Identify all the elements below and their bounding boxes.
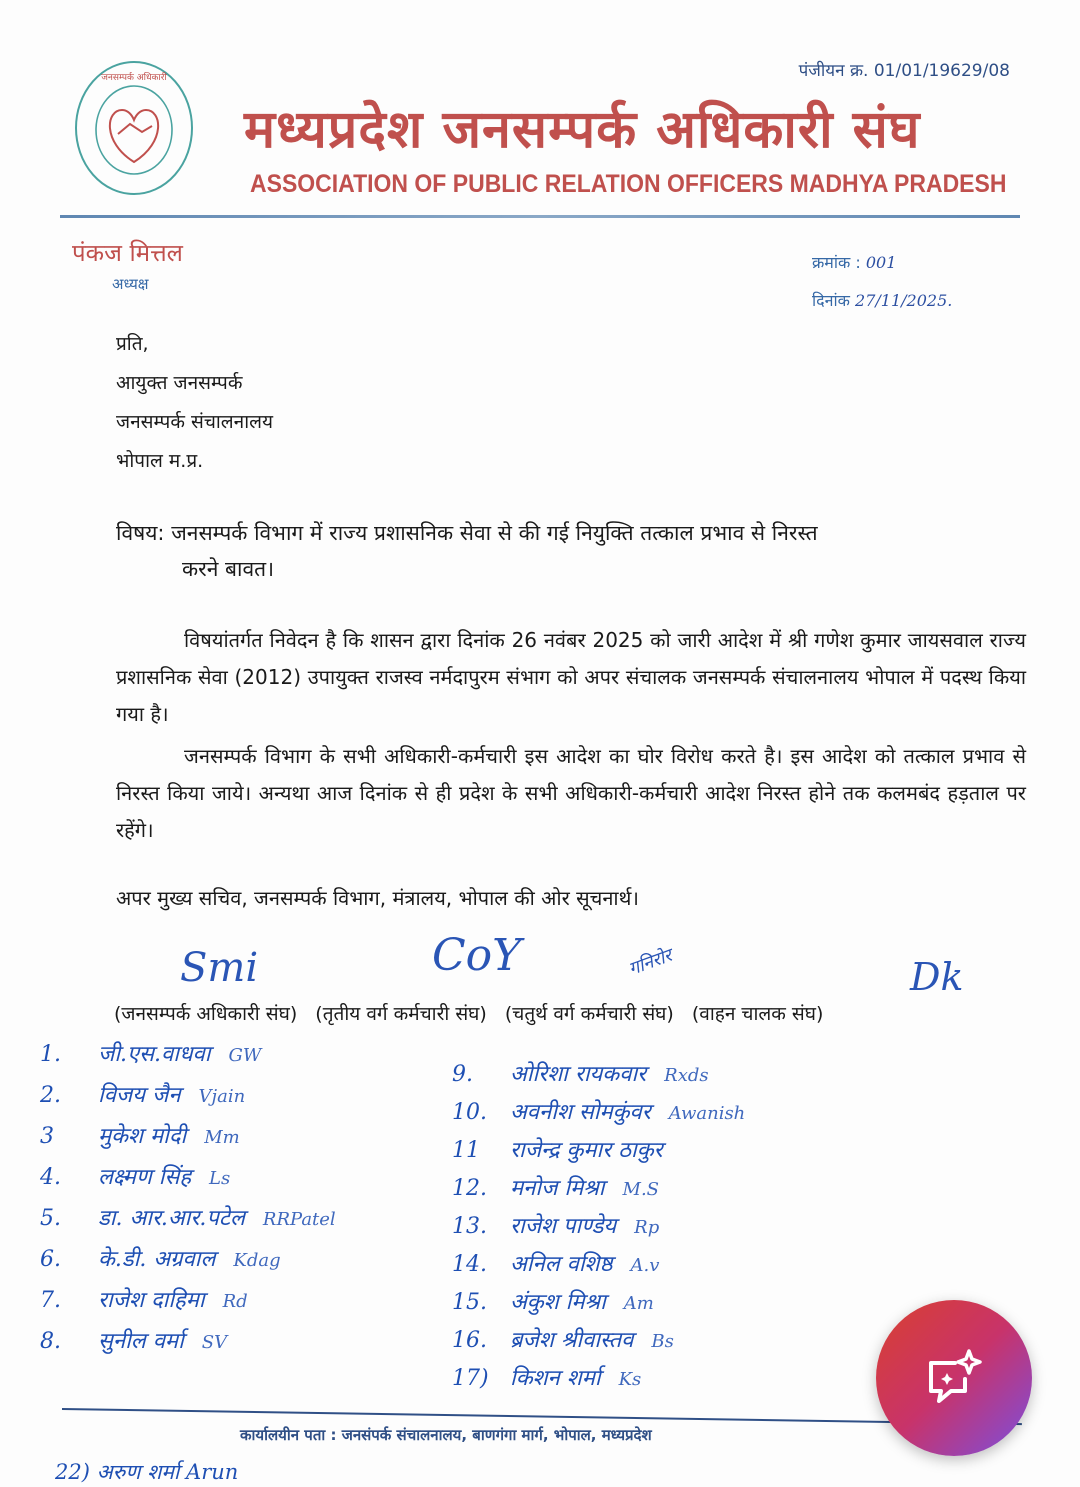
- reference-date-value: 27/11/2025.: [855, 291, 953, 310]
- signature-pr-officers-union: Smi: [180, 945, 259, 991]
- ai-assistant-button[interactable]: [876, 1300, 1032, 1456]
- reference-block: [812, 244, 952, 320]
- ai-chat-sparkle-icon: [923, 1347, 985, 1409]
- list-item: 16. ब्रजेश श्रीवास्तव Bs: [452, 1328, 674, 1353]
- reference-number-value: 001: [865, 253, 897, 272]
- addressee-salutation: प्रति,: [116, 333, 149, 355]
- president-name: पंकज मित्तल: [72, 239, 183, 267]
- copy-to-line: अपर मुख्य सचिव, जनसम्पर्क विभाग, मंत्रालय, भोपाल की ओर सूचनार्थ।: [116, 886, 639, 910]
- extra-signatory: 22) अरुण शर्मा Arun: [55, 1460, 239, 1484]
- addressee-line: जनसम्पर्क संचालनालय: [116, 411, 274, 433]
- header-divider: [60, 215, 1020, 218]
- body-paragraph-1: विषयांतर्गत निवेदन है कि शासन द्वारा दिनांक 26 नवंबर 2025 को जारी आदेश में श्री गणेश कुमार जायसवाल राज्य प्रशासनिक सेवा (2012) उपायुक्त राजस्व नर्मदापुरम संभाग को अपर संचालक जनसम्पर्क संचालनालय भोपाल में पदस्थ किया गया है।: [116, 628, 1026, 726]
- reference-number: [812, 244, 952, 282]
- reference-date-label: दिनांक: [812, 291, 850, 310]
- association-logo: [72, 58, 197, 198]
- signatories-list-right: [452, 1058, 745, 1400]
- subject-text-continued: करने बावत।: [182, 557, 275, 581]
- union-fourth-class: (चतुर्थ वर्ग कर्मचारी संघ): [504, 1003, 674, 1025]
- signature-third-class-union: CoY: [432, 930, 522, 981]
- signature-drivers-union: Dk: [910, 955, 964, 999]
- list-item: 15. अंकुश मिश्रा Am: [452, 1290, 654, 1315]
- list-item: 8. सुनील वर्मा SV: [40, 1329, 228, 1354]
- footer-divider: [62, 1408, 1022, 1425]
- subject-label: विषय:: [116, 521, 165, 545]
- list-item: 6. के.डी. अग्रवाल Kdag: [40, 1247, 281, 1272]
- list-item: 2. विजय जैन Vjain: [40, 1083, 246, 1108]
- list-item: 17) किशन शर्मा Ks: [452, 1366, 642, 1391]
- addressee-line: भोपाल म.प्र.: [116, 450, 204, 472]
- union-pr-officers: (जनसम्पर्क अधिकारी संघ): [114, 1003, 298, 1025]
- office-address: कार्यालयीन पता : जनसंपर्क संचालनालय, बाणगंगा मार्ग, भोपाल, मध्यप्रदेश: [240, 1426, 652, 1444]
- list-item: 9. ओरिशा रायकवार Rxds: [452, 1062, 709, 1087]
- list-item: 14. अनिल वशिष्ठ A.v: [452, 1252, 660, 1277]
- reference-date: [812, 282, 952, 320]
- list-item: 3 मुकेश मोदी Mm: [40, 1124, 240, 1149]
- list-item: 10. अवनीश सोमकुंवर Awanish: [452, 1100, 746, 1125]
- union-drivers: (वाहन चालक संघ): [691, 1003, 824, 1025]
- svg-text:जनसम्पर्क अधिकारी: जनसम्पर्क अधिकारी: [101, 73, 167, 83]
- list-item: 5. डा. आर.आर.पटेल RRPatel: [40, 1206, 336, 1231]
- organization-name-hindi: मध्यप्रदेश जनसम्पर्क अधिकारी संघ: [244, 100, 921, 160]
- union-names-row: [114, 1000, 835, 1026]
- body-paragraph-2: जनसम्पर्क विभाग के सभी अधिकारी-कर्मचारी इस आदेश का घोर विरोध करते है। इस आदेश को तत्काल प्रभाव से निरस्त किया जाये। अन्यथा आज दिनांक से ही प्रदेश के सभी अधिकारी-कर्मचारी आदेश निरस्त होने तक कलमबंद हड़ताल पर रहेंगे।: [116, 744, 1026, 842]
- addressee-line: आयुक्त जनसम्पर्क: [116, 372, 243, 394]
- president-title: अध्यक्ष: [112, 275, 149, 293]
- reference-number-label: क्रमांक :: [812, 253, 861, 272]
- signature-fourth-class-union: गनिरोर: [625, 945, 675, 980]
- organization-name-english: ASSOCIATION OF PUBLIC RELATION OFFICERS MADHYA PRADESH: [250, 170, 1007, 198]
- addressee-block: [116, 325, 273, 481]
- signatories-list-left: [40, 1038, 336, 1366]
- list-item: 13. राजेश पाण्डेय Rp: [452, 1214, 660, 1239]
- list-item: 7. राजेश दाहिमा Rd: [40, 1288, 248, 1313]
- registration-number: पंजीयन क्र. 01/01/19629/08: [798, 61, 1010, 81]
- list-item: 11 राजेन्द्र कुमार ठाकुर: [452, 1138, 663, 1163]
- list-item: 1. जी.एस.वाधवा GW: [40, 1042, 262, 1067]
- union-third-class: (तृतीय वर्ग कर्मचारी संघ): [315, 1003, 487, 1025]
- subject-line: [116, 515, 1026, 587]
- subject-text: जनसम्पर्क विभाग में राज्य प्रशासनिक सेवा से की गई नियुक्ति तत्काल प्रभाव से निरस्त: [171, 521, 818, 545]
- list-item: 4. लक्ष्मण सिंह Ls: [40, 1165, 231, 1190]
- list-item: 12. मनोज मिश्रा M.S: [452, 1176, 659, 1201]
